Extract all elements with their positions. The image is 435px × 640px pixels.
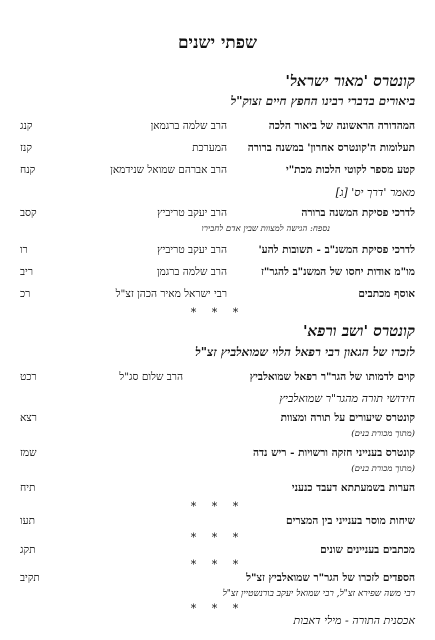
toc-row[interactable] [20, 447, 415, 463]
toc-row[interactable] [20, 412, 415, 428]
toc-title: המהדורה הראשונה של ביאור הלכה [268, 120, 415, 132]
toc-title: הערות בשמעתתא דעבד כנעני [291, 482, 415, 494]
toc-page: קנג [20, 120, 33, 132]
toc-author: הרב אברהם שמואל שנידמאן [110, 164, 227, 176]
section-divider: * * * [190, 531, 245, 544]
toc-row[interactable] [20, 515, 415, 531]
toc-row[interactable] [20, 572, 415, 588]
toc-title: מו"מ אודות יחסו של המשנ"ב להגר"ז [260, 266, 415, 278]
eulogists-note: רבי משה שפירא זצ"ל, רבי שמואל יעקב בורנשטיין זצ"ל [222, 589, 415, 599]
toc-title: קטע מספר לקוטי הלכות מכת"י [285, 164, 415, 176]
toc-page: תיח [20, 482, 36, 494]
toc-row[interactable] [20, 120, 415, 136]
toc-title: אוסף מכתבים [358, 288, 415, 300]
toc-row[interactable] [20, 142, 415, 158]
toc-author: הרב יעקב טריביץ [157, 207, 227, 219]
toc-page: קסב [20, 207, 37, 219]
toc-page: רכ [20, 288, 31, 300]
toc-title: קונטרס בענייני חזקה ורשויות - ריש נדה [252, 447, 415, 459]
toc-page: רצא [20, 412, 37, 424]
section-divider: * * * [190, 602, 245, 615]
toc-row[interactable] [20, 244, 415, 260]
toc-page: תקיב [20, 572, 40, 584]
section-heading-veshav-verapa: קונטרס 'ושב ורפא' [302, 322, 415, 340]
toc-row[interactable] [20, 371, 415, 387]
toc-row[interactable] [20, 482, 415, 498]
section-subheading: לזכרו של הגאון רבי רפאל הלוי שמואלביץ זצ"ל [195, 345, 415, 359]
toc-author: המערכת [192, 142, 227, 154]
toc-page: תעו [20, 515, 36, 527]
toc-title: קונטרס שיעורים על תורה ומצוות [280, 412, 415, 424]
toc-page: קנז [20, 142, 32, 154]
toc-title: לדרכי פסיקת המשנ"ב - תשובות להע' [258, 244, 415, 256]
toc-page: תקג [20, 544, 36, 556]
toc-page: קנח [20, 164, 36, 176]
toc-title: תעלומות ה'קונטרס אחרון' במשנה ברורה [247, 142, 415, 154]
toc-row[interactable] [20, 288, 415, 304]
section-divider: * * * [190, 500, 245, 513]
toc-page: שמז [20, 447, 37, 459]
source-note: (מתוך מכורת בנים) [351, 429, 415, 439]
mamar-label: מאמר 'דרך יס' [ג] [335, 186, 415, 199]
toc-title: מכתבים בעניינים שונים [320, 544, 415, 556]
toc-title: קוים לדמותו של הגר"ר רפאל שמואלביץ [249, 371, 415, 383]
toc-author: הרב יעקב טריביץ [157, 244, 227, 256]
toc-page: רו [20, 244, 28, 256]
toc-author: הרב שלמה ברגמאן [150, 120, 227, 132]
appendix-note: נספח: הגישה למצוות שבין אדם לחבירו [201, 224, 330, 234]
toc-title: שיחות מוסר בענייני בין המצרים [286, 515, 415, 527]
toc-title: הספדים לזכרו של הגר"ר שמואלביץ זצ"ל [246, 572, 415, 584]
toc-author: הרב שלמה ברגמן [156, 266, 227, 278]
source-note: (מתוך מכורת בנים) [351, 464, 415, 474]
toc-row[interactable] [20, 164, 415, 180]
section-divider: * * * [190, 306, 245, 319]
section-divider: * * * [190, 558, 245, 571]
toc-row[interactable] [20, 207, 415, 223]
toc-row[interactable] [20, 266, 415, 282]
toc-page: ריב [20, 266, 33, 278]
toc-author: הרב שלום סג"ל [119, 371, 183, 383]
chidushim-label: חידושי תורה מהגר"ר שמואלביץ [279, 392, 415, 405]
toc-author: רבי ישראל מאיר הכהן זצ"ל [115, 288, 227, 300]
toc-page: רכט [20, 371, 37, 383]
toc-title: לדרכי פסיקת המשנה ברורה [301, 207, 415, 219]
aspaklaria-label: אכסנית התורה - מילי דאבות [293, 614, 415, 627]
page-title: שפתי ישנים [177, 33, 258, 53]
section-heading-maor-yisrael: קונטרס 'מאור ישראל' [285, 72, 415, 90]
section-subheading: ביאורים בדברי רבינו החפץ חיים זצוק"ל [230, 94, 415, 108]
